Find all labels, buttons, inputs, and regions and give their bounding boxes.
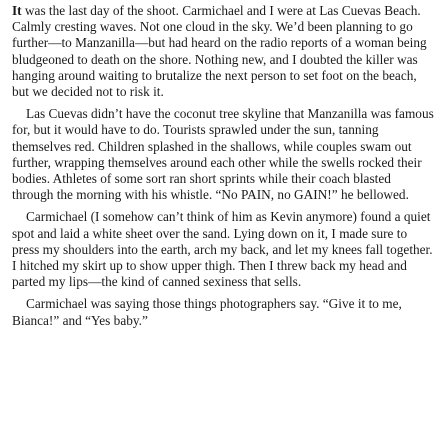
paragraph-2: Las Cuevas didn’t have the coconut tree skyline that Manzanilla was famous for, but it would have to do. Tourists sprawled under the sun, tanning themselves red. Children splashed in the shallows, while couples swam out further, wrapping themselves around each other while the swells rocked their bodies. Athletes of some sort ran short sprints while their coach blasted through the morning with his whistle. “No PAIN, no GAIN!” he bellowed. — [12, 106, 434, 203]
paragraph-3: Carmichael (I somehow can’t think of him as Kevin anymore) found a quiet spot and laid a white sheet over the sand. Lying down on it, I made sure to press my shoulders into the earth, arch my back, and let my knees fall together. I hitched my skirt up to show upper thigh. Then I threw back my head and parted my lips—the kind of canned sexiness that sells. — [12, 209, 433, 290]
paragraph-lead-word: It — [12, 3, 22, 18]
paragraph-4: Carmichael was saying those things photographers say. “Give it to me, Bianca!” and “Yes baby.” — [12, 296, 402, 328]
paragraph-1-text: was the last day of the shoot. Carmichael and I were at Las Cuevas Beach. Calmly cresting waves. Not one cloud in the sky. We’d been planning to go further—to Manzanilla—but had heard on the radio reports of a woman being bludgeoned to death on the shore. Nothing new, and I doubted the killer was hanging around waiting to brutalize the next person to set foot on the beach, but we decided not to risk it. — [12, 3, 427, 100]
paragraph-1 — [12, 3, 435, 100]
